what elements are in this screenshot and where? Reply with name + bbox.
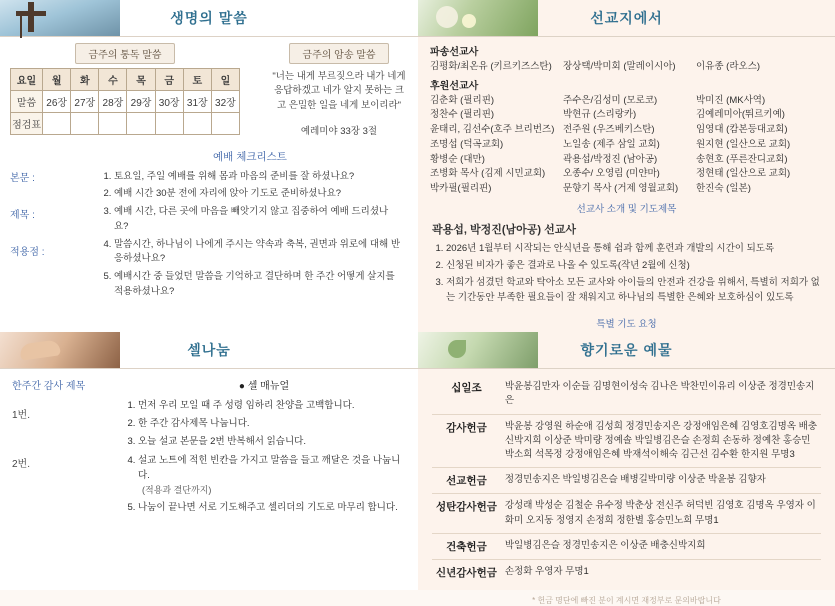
cell-1-6[interactable] <box>211 113 239 135</box>
manual-items <box>122 398 406 516</box>
cell-1-5[interactable] <box>183 113 211 135</box>
th-2: 화 <box>71 69 99 91</box>
table-row <box>11 113 240 135</box>
memory-verse-text: "너는 내게 부르짖으라 내가 네게 응답하겠고 네가 알지 못하는 크고 은밀한 일을 네게 보이리라" <box>272 71 406 111</box>
list-item: 곽용섭/박정진 (남아공) <box>563 153 658 165</box>
list-item: 이유종 (라오스) <box>696 61 761 72</box>
list-item: 3. 예배 시간, 다른 곳에 마음을 빼앗기지 않고 집중하여 예배 드리셨나요? <box>114 205 402 234</box>
memory-verse-ref: 예레미야 33장 3절 <box>300 125 378 137</box>
sent-missionaries-heading: 파송선교사 <box>430 47 479 58</box>
offerings-body <box>418 369 835 606</box>
offering-category: 십일조 <box>451 382 482 394</box>
manual-title: ● 셀 매뉴얼 <box>238 381 290 392</box>
cell-0-2: 28장 <box>99 91 127 113</box>
mission-title: 선교지에서 <box>590 10 663 26</box>
weekly-thanks <box>12 377 122 519</box>
flower-photo-icon <box>418 0 538 36</box>
list-item: 문향기 목사 (거제 영월교회) <box>563 183 679 195</box>
section-life-word <box>0 0 418 332</box>
special-prayer-tag: 특별 기도 요청 <box>596 318 657 330</box>
list-item: 전주원 (우즈베키스탄) <box>563 124 655 136</box>
cell-0-4: 30장 <box>155 91 183 113</box>
list-item: 정현태 (일산으로 교회) <box>696 168 791 180</box>
offerings-header <box>418 332 835 368</box>
life-word-subheads <box>10 43 408 137</box>
list-item: 김춘화 (필리핀) <box>430 94 495 106</box>
table-row <box>432 375 821 414</box>
list-item: 주수은/김성미 (모로코) <box>563 94 658 106</box>
list-item: 윤태리, 김선수(호주 브리번즈) <box>430 124 555 136</box>
offerings-footnote: * 헌금 명단에 빠진 분이 계시면 재정부로 문의바랍니다 <box>532 595 721 605</box>
prayer-requests <box>430 241 823 306</box>
list-item: 1. 2026년 1월부터 시작되는 안식년을 통해 쉼과 함께 훈련과 개발의 시간이 되도록 <box>446 241 823 256</box>
cell-title: 셀나눔 <box>187 342 231 358</box>
list-item: 조병화 목사 (김제 시민교회) <box>430 168 546 180</box>
list-item: 노일송 (제주 삼일 교회) <box>563 138 660 150</box>
list-item: 박카필(필리핀) <box>430 183 492 195</box>
offering-category: 선교헌금 <box>432 468 501 494</box>
th-1: 월 <box>43 69 71 91</box>
list-item: 원지현 (일산으로 교회) <box>696 138 791 150</box>
offering-names: 박일병김은슬 정경민송지은 이상준 배충신박지희 <box>501 533 821 559</box>
table-row <box>432 533 821 559</box>
list-item: 정찬수 (필리핀) <box>430 109 495 121</box>
mission-header <box>418 0 835 36</box>
list-item: 4. 말씀시간, 하나님이 나에게 주시는 약속과 축복, 권면과 위로에 대해 반응하셨나요? <box>114 238 402 267</box>
cell-1-4[interactable] <box>155 113 183 135</box>
list-item: 한진숙 (일본) <box>696 183 751 195</box>
th-0: 요일 <box>11 69 43 91</box>
reading-table <box>10 68 240 135</box>
list-item: 조명섭 (덕곡교회) <box>430 138 504 150</box>
offering-names: 손정화 우영자 무명1 <box>501 559 821 585</box>
label-application: 적용점 : <box>10 246 45 258</box>
list-item: 오종수/ 오영림 (미얀마) <box>563 168 660 180</box>
list-item: 김예레미아(뛰르키예) <box>696 109 785 121</box>
sent-missionaries-grid <box>430 60 823 75</box>
table-row <box>432 494 821 534</box>
list-item <box>138 453 406 498</box>
list-item: 박현규 (스리랑카) <box>563 109 637 121</box>
th-7: 일 <box>211 69 239 91</box>
manual-item-text: 설교 노트에 적힌 빈칸을 가지고 말씀을 들고 깨달은 것을 나눕니다. <box>138 454 401 481</box>
worship-checklist <box>98 151 408 303</box>
featured-missionary-name: 곽용섭, 박정진(남아공) 선교사 <box>432 223 577 236</box>
offering-category: 신년감사헌금 <box>432 559 501 585</box>
list-item: 2. 한 주간 감사제목 나눕니다. <box>138 416 406 431</box>
th-3: 수 <box>99 69 127 91</box>
thanks-title: 한주간 감사 제목 <box>12 381 86 392</box>
checklist-items <box>98 170 402 300</box>
life-word-title: 생명의 말씀 <box>170 10 248 26</box>
cell-1-0[interactable] <box>43 113 71 135</box>
table-row <box>11 91 240 113</box>
section-mission-field <box>418 0 835 332</box>
section-cell-sharing <box>0 332 418 590</box>
section-offerings <box>418 332 835 605</box>
cell-0-5: 31장 <box>183 91 211 113</box>
list-item: 5. 나눔이 끝나면 서로 기도해주고 셀리더의 기도로 마무리 합니다. <box>138 500 406 515</box>
table-header-row <box>11 69 240 91</box>
list-item: 임영대 (캄본등대교회) <box>696 124 788 136</box>
reading-table-wrap <box>10 68 240 135</box>
memory-verse-block <box>270 43 408 137</box>
cell-1-3[interactable] <box>127 113 155 135</box>
plant-photo-icon <box>418 332 538 368</box>
cell-body <box>0 369 418 527</box>
sermon-note-area <box>10 151 408 303</box>
list-item: 2. 신청된 비자가 좋은 결과로 나올 수 있도록(작년 2월에 신청) <box>446 258 823 273</box>
label-title: 제목 : <box>10 209 35 221</box>
checklist-title: 예배 체크리스트 <box>213 150 287 163</box>
list-item: 2. 예배 시간 30분 전에 자리에 앉아 기도로 준비하셨나요? <box>114 187 402 202</box>
cell-manual <box>122 377 406 519</box>
th-4: 목 <box>127 69 155 91</box>
cell-1-1[interactable] <box>71 113 99 135</box>
list-item: 3. 오늘 설교 본문을 2번 반복해서 읽습니다. <box>138 434 406 449</box>
cell-1-2[interactable] <box>99 113 127 135</box>
label-text: 본문 : <box>10 172 35 184</box>
memory-verse-pill: 금주의 암송 말씀 <box>289 43 388 64</box>
life-word-body <box>0 37 418 333</box>
list-item: 김평화/최온유 (키르키즈스탄) <box>430 61 552 72</box>
list-item: 송현호 (푸른잔디교회) <box>696 153 788 165</box>
offering-category: 성탄감사헌금 <box>432 494 501 534</box>
offering-names: 강성래 박성순 김철순 유수정 박춘상 전신주 허덕빈 김영호 김명옥 우영자 이화미 오지동 정영지 손정희 정한별 홍승민노희 무명1 <box>501 494 821 534</box>
weekly-reading-pill: 금주의 통독 말씀 <box>75 43 174 64</box>
mission-intro-note: 선교사 소개 및 기도제목 <box>576 203 677 215</box>
offering-names: 정경민송지은 박일병김은슬 배병길박미량 이상준 박윤봉 김향자 <box>501 468 821 494</box>
list-item: 박미진 (MK사역) <box>696 94 766 106</box>
sermon-note-labels <box>10 151 98 303</box>
row-label-1: 점검표 <box>11 113 43 135</box>
th-5: 금 <box>155 69 183 91</box>
table-row <box>432 414 821 468</box>
cell-0-0: 26장 <box>43 91 71 113</box>
row-label-0: 말씀 <box>11 91 43 113</box>
mission-body <box>418 37 835 334</box>
list-item: 장상택/박미회 (말레이시아) <box>563 61 676 72</box>
sermon-note-label-list <box>10 169 98 258</box>
offerings-title: 향기로운 예물 <box>580 342 673 358</box>
table-row <box>432 559 821 585</box>
list-item: 5. 예배시간 중 들었던 말씀을 기억하고 결단하며 한 주간 어떻게 살지를 적용하셨나요? <box>114 270 402 299</box>
supported-missionaries-heading: 후원선교사 <box>430 80 479 92</box>
life-word-header <box>0 0 418 36</box>
cross-photo-icon <box>0 0 120 36</box>
thanks-slot-1[interactable]: 1번. <box>12 410 30 421</box>
supported-missionaries-grid <box>430 94 823 197</box>
list-item: 1. 먼저 우리 모일 때 주 성령 임하리 찬양을 고백합니다. <box>138 398 406 413</box>
offering-names: 박윤봉 강영원 하순애 김성희 정경민송지은 강정애임은혜 김영호김명옥 배충신박지희 이상준 박미량 정예솔 박일병김은슬 손정희 손동하 정예찬 홍승민박소희 석목정 강정애임은혜 박재석이해숙 김근선 김수환 한지원 무명3 <box>501 414 821 468</box>
cell-0-6: 32장 <box>211 91 239 113</box>
manual-item-subnote: (적용과 결단까지) <box>142 484 212 495</box>
hands-photo-icon <box>0 332 120 368</box>
cell-0-1: 27장 <box>71 91 99 113</box>
list-item: 1. 토요일, 주일 예배를 위해 몸과 마음의 준비를 잘 하셨나요? <box>114 170 402 185</box>
offering-category: 감사헌금 <box>432 414 501 468</box>
offerings-table <box>432 375 821 585</box>
offering-names: 박윤봉김만자 이순들 김명현이성숙 김나은 박찬민이유리 이상준 정경민송지은 <box>504 381 815 407</box>
th-6: 토 <box>183 69 211 91</box>
thanks-slot-2[interactable]: 2번. <box>12 459 30 470</box>
cell-columns <box>12 377 406 519</box>
cell-0-3: 29장 <box>127 91 155 113</box>
cell-header <box>0 332 418 368</box>
list-item: 3. 저희가 섬겼던 학교와 탁아소 모든 교사와 아이들의 안전과 건강을 위해서, 특별히 저희가 없는 기간동안 부족한 필요들이 잘 채워지고 하나님의 특별한 은혜와 보호하심이 있도록 <box>446 275 823 305</box>
list-item: 황병순 (대만) <box>430 153 485 165</box>
reading-block <box>10 43 240 135</box>
table-row <box>432 468 821 494</box>
offering-category: 건축헌금 <box>432 533 501 559</box>
